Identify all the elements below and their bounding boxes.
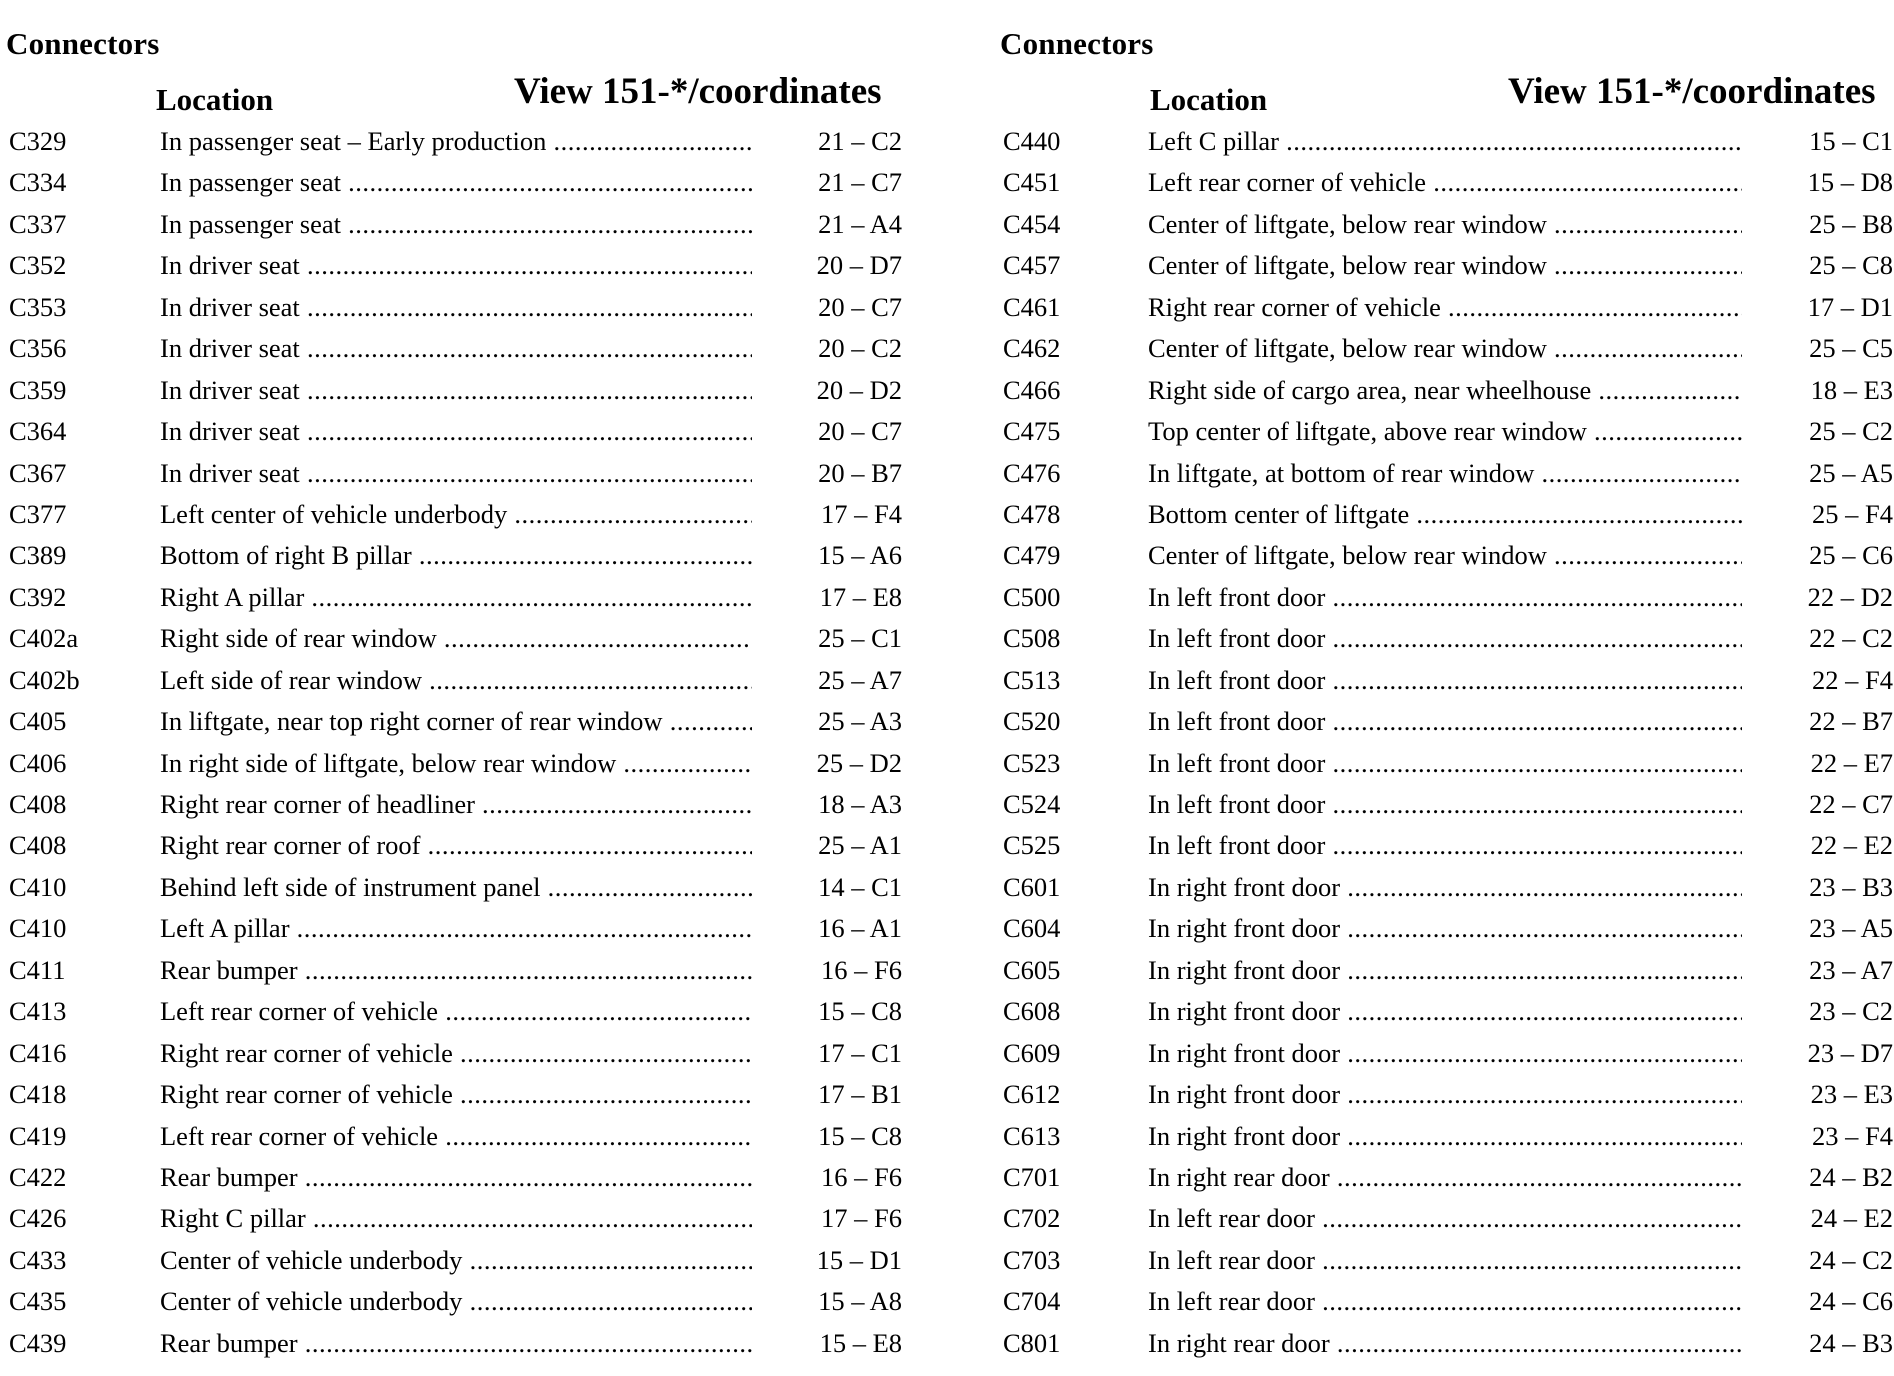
connector-code: C359 xyxy=(9,374,67,405)
connector-location: In right front door ..... xyxy=(1148,1033,1742,1074)
connector-view-coordinates: 17 – F4 xyxy=(821,498,902,529)
connector-row xyxy=(1000,535,1894,576)
connector-location: Rear bumper ..... xyxy=(160,950,752,991)
connector-code: C613 xyxy=(1003,1120,1061,1151)
connector-row xyxy=(1000,1323,1894,1364)
connector-row xyxy=(6,1281,906,1322)
connector-location: Center of vehicle underbody ..... xyxy=(160,1240,752,1281)
connector-list xyxy=(1000,121,1894,1364)
connector-view-coordinates: 22 – C7 xyxy=(1809,789,1893,819)
connector-code: C513 xyxy=(1003,664,1061,695)
connector-view-coordinates: 20 – D2 xyxy=(816,374,902,405)
connector-row xyxy=(6,991,906,1032)
connector-row xyxy=(1000,908,1894,949)
connector-row xyxy=(6,1074,906,1115)
connector-view-coordinates: 25 – C5 xyxy=(1809,333,1893,364)
connector-code: C801 xyxy=(1003,1327,1061,1358)
location-column-header: Location xyxy=(156,82,274,117)
connector-view-coordinates: 20 – C7 xyxy=(818,416,902,447)
connector-row xyxy=(6,1198,906,1239)
connector-view-coordinates: 17 – B1 xyxy=(818,1079,902,1110)
connector-location: In right side of liftgate, below rear window ..... xyxy=(160,743,752,784)
connector-code: C389 xyxy=(9,540,67,571)
connector-location: In left front door ..... xyxy=(1148,743,1742,784)
connector-location: Right rear corner of vehicle ..... xyxy=(160,1074,752,1115)
connector-location: Right rear corner of vehicle ..... xyxy=(160,1033,752,1074)
connector-location: In driver seat ..... xyxy=(160,245,752,286)
connector-view-coordinates: 15 – A8 xyxy=(818,1286,902,1317)
connector-view-coordinates: 24 – B2 xyxy=(1809,1161,1893,1192)
connector-code: C406 xyxy=(9,747,67,778)
connector-view-coordinates: 22 – D2 xyxy=(1807,581,1893,612)
connector-row xyxy=(1000,660,1894,701)
connector-view-coordinates: 16 – F6 xyxy=(821,1161,902,1192)
connector-row xyxy=(6,1033,906,1074)
connector-row xyxy=(6,701,906,742)
connector-code: C454 xyxy=(1003,208,1061,239)
connector-view-coordinates: 25 – C1 xyxy=(818,623,902,654)
connector-location: Right rear corner of headliner ..... xyxy=(160,784,752,825)
connector-row xyxy=(6,453,906,494)
connector-view-coordinates: 21 – C2 xyxy=(818,126,902,156)
connector-view-coordinates: 24 – E2 xyxy=(1810,1203,1893,1234)
connector-row xyxy=(1000,1116,1894,1157)
connector-location: Behind left side of instrument panel ..... xyxy=(160,867,752,908)
connector-code: C478 xyxy=(1003,498,1061,529)
connector-view-coordinates: 17 – D1 xyxy=(1807,291,1893,322)
connector-code: C525 xyxy=(1003,830,1061,861)
connector-location: In right front door ..... xyxy=(1148,1074,1742,1115)
connector-row xyxy=(6,660,906,701)
connector-row xyxy=(1000,825,1894,866)
connector-location: Rear bumper ..... xyxy=(160,1157,752,1198)
connector-view-coordinates: 21 – A4 xyxy=(818,208,902,239)
connector-location: Left rear corner of vehicle ..... xyxy=(160,1116,752,1157)
connector-row xyxy=(1000,245,1894,286)
connector-row xyxy=(1000,618,1894,659)
connector-location: In driver seat ..... xyxy=(160,287,752,328)
connector-row xyxy=(1000,950,1894,991)
connector-location: In left front door ..... xyxy=(1148,660,1742,701)
connector-code: C701 xyxy=(1003,1161,1061,1192)
connector-view-coordinates: 20 – C2 xyxy=(818,333,902,364)
connector-row xyxy=(1000,121,1894,162)
connector-row xyxy=(6,825,906,866)
connector-location: In passenger seat ..... xyxy=(160,204,752,245)
view-coordinates-column-header: View 151-*/coordinates xyxy=(514,71,882,112)
connector-view-coordinates: 23 – B3 xyxy=(1809,871,1893,902)
connector-location: In right front door ..... xyxy=(1148,867,1742,908)
connector-location: In passenger seat ..... xyxy=(160,162,752,203)
connector-row xyxy=(1000,784,1894,825)
connector-view-coordinates: 25 – A1 xyxy=(818,830,902,861)
connector-code: C402b xyxy=(9,664,80,695)
connector-code: C334 xyxy=(9,167,67,198)
connector-row xyxy=(1000,287,1894,328)
connector-location: Left center of vehicle underbody ..... xyxy=(160,494,752,535)
connector-location: Center of vehicle underbody ..... xyxy=(160,1281,752,1322)
connector-row xyxy=(6,287,906,328)
connector-location: In right front door ..... xyxy=(1148,991,1742,1032)
connector-view-coordinates: 17 – F6 xyxy=(821,1203,902,1234)
connector-code: C377 xyxy=(9,498,67,529)
connector-row xyxy=(1000,411,1894,452)
connector-view-coordinates: 16 – F6 xyxy=(821,954,902,985)
connector-row xyxy=(6,908,906,949)
connector-view-coordinates: 20 – C7 xyxy=(818,291,902,322)
connector-code: C367 xyxy=(9,457,67,488)
connector-view-coordinates: 23 – A7 xyxy=(1809,954,1893,985)
connector-location: In driver seat ..... xyxy=(160,453,752,494)
connector-code: C704 xyxy=(1003,1286,1061,1317)
connector-view-coordinates: 22 – F4 xyxy=(1812,664,1893,695)
connector-view-coordinates: 25 – C8 xyxy=(1809,250,1893,281)
connector-code: C435 xyxy=(9,1286,67,1317)
connector-code: C416 xyxy=(9,1037,67,1068)
connector-location: Right side of cargo area, near wheelhouse ..... xyxy=(1148,370,1742,411)
connector-code: C411 xyxy=(9,954,66,985)
connector-view-coordinates: 15 – C8 xyxy=(818,996,902,1027)
connector-location: Bottom of right B pillar ..... xyxy=(160,535,752,576)
connector-code: C337 xyxy=(9,208,67,239)
connector-view-coordinates: 24 – C6 xyxy=(1809,1286,1893,1317)
connector-view-coordinates: 25 – C2 xyxy=(1809,416,1893,447)
connector-code: C353 xyxy=(9,291,67,322)
connector-row xyxy=(6,204,906,245)
connector-location: In left front door ..... xyxy=(1148,825,1742,866)
connector-view-coordinates: 23 – C2 xyxy=(1809,996,1893,1027)
connector-row xyxy=(6,494,906,535)
connector-code: C475 xyxy=(1003,416,1061,447)
location-column-header: Location xyxy=(1150,82,1268,117)
connector-row xyxy=(1000,743,1894,784)
connector-code: C392 xyxy=(9,581,67,612)
connector-view-coordinates: 15 – D8 xyxy=(1807,167,1893,198)
connector-location: In left front door ..... xyxy=(1148,701,1742,742)
connector-location: In liftgate, near top right corner of rear window ..... xyxy=(160,701,752,742)
connector-code: C405 xyxy=(9,706,67,737)
connector-location: In right rear door ..... xyxy=(1148,1157,1742,1198)
connector-location: Right side of rear window ..... xyxy=(160,618,752,659)
connector-row xyxy=(6,535,906,576)
connector-code: C703 xyxy=(1003,1244,1061,1275)
connector-row xyxy=(6,1240,906,1281)
connector-code: C419 xyxy=(9,1120,67,1151)
connector-code: C433 xyxy=(9,1244,67,1275)
connector-view-coordinates: 25 – F4 xyxy=(1812,498,1893,529)
connector-view-coordinates: 22 – E7 xyxy=(1810,747,1893,778)
connector-location: In left rear door ..... xyxy=(1148,1240,1742,1281)
connector-row xyxy=(6,328,906,369)
connector-code: C440 xyxy=(1003,126,1061,156)
connector-row xyxy=(6,162,906,203)
connector-code: C609 xyxy=(1003,1037,1061,1068)
connector-view-coordinates: 17 – C1 xyxy=(818,1037,902,1068)
connector-view-coordinates: 25 – D2 xyxy=(816,747,902,778)
connector-code: C461 xyxy=(1003,291,1061,322)
connector-code: C500 xyxy=(1003,581,1061,612)
connector-view-coordinates: 21 – C7 xyxy=(818,167,902,198)
connector-location: Left C pillar ..... xyxy=(1148,121,1742,162)
connector-row xyxy=(1000,370,1894,411)
connector-location: In left front door ..... xyxy=(1148,784,1742,825)
connector-view-coordinates: 15 – E8 xyxy=(819,1327,902,1358)
connector-location: In right front door ..... xyxy=(1148,950,1742,991)
connector-location: Center of liftgate, below rear window ..... xyxy=(1148,535,1742,576)
connector-code: C408 xyxy=(9,789,67,819)
connector-code: C410 xyxy=(9,871,67,902)
connector-view-coordinates: 23 – E3 xyxy=(1810,1079,1893,1110)
connector-view-coordinates: 25 – B8 xyxy=(1809,208,1893,239)
connector-view-coordinates: 17 – E8 xyxy=(819,581,902,612)
connector-view-coordinates: 22 – C2 xyxy=(1809,623,1893,654)
connector-view-coordinates: 18 – A3 xyxy=(818,789,902,819)
connector-view-coordinates: 15 – A6 xyxy=(818,540,902,571)
connector-view-coordinates: 22 – E2 xyxy=(1810,830,1893,861)
connector-code: C451 xyxy=(1003,167,1061,198)
connector-code: C608 xyxy=(1003,996,1061,1027)
connector-code: C439 xyxy=(9,1327,67,1358)
connector-row xyxy=(6,867,906,908)
connector-location: In right front door ..... xyxy=(1148,908,1742,949)
connector-code: C523 xyxy=(1003,747,1061,778)
connector-row xyxy=(6,577,906,618)
connector-view-coordinates: 23 – A5 xyxy=(1809,913,1893,944)
connectors-column-left xyxy=(6,0,906,1376)
connector-row xyxy=(1000,453,1894,494)
connector-row xyxy=(6,743,906,784)
connector-location: Right rear corner of vehicle ..... xyxy=(1148,287,1742,328)
connector-location: Center of liftgate, below rear window ..... xyxy=(1148,204,1742,245)
connector-view-coordinates: 20 – D7 xyxy=(816,250,902,281)
connector-view-coordinates: 25 – C6 xyxy=(1809,540,1893,571)
connector-location: Center of liftgate, below rear window ..... xyxy=(1148,328,1742,369)
connector-code: C422 xyxy=(9,1161,67,1192)
connector-location: Left side of rear window ..... xyxy=(160,660,752,701)
connector-code: C479 xyxy=(1003,540,1061,571)
connector-location: In left rear door ..... xyxy=(1148,1198,1742,1239)
connector-row xyxy=(1000,1240,1894,1281)
connector-code: C702 xyxy=(1003,1203,1061,1234)
connector-list xyxy=(6,121,906,1364)
connector-view-coordinates: 24 – C2 xyxy=(1809,1244,1893,1275)
connector-location: Left rear corner of vehicle ..... xyxy=(160,991,752,1032)
connector-row xyxy=(1000,1198,1894,1239)
connector-code: C352 xyxy=(9,250,67,281)
connector-code: C329 xyxy=(9,126,67,156)
connector-row xyxy=(1000,1074,1894,1115)
connector-view-coordinates: 25 – A7 xyxy=(818,664,902,695)
connector-view-coordinates: 25 – A5 xyxy=(1809,457,1893,488)
connector-row xyxy=(1000,991,1894,1032)
connector-row xyxy=(1000,867,1894,908)
connector-location: In liftgate, at bottom of rear window ..... xyxy=(1148,453,1742,494)
connector-location: Right A pillar ..... xyxy=(160,577,752,618)
connector-row xyxy=(6,411,906,452)
connector-code: C520 xyxy=(1003,706,1061,737)
connector-location: In driver seat ..... xyxy=(160,370,752,411)
connector-location: In passenger seat – Early production ..... xyxy=(160,121,752,162)
connector-location: Top center of liftgate, above rear window ..... xyxy=(1148,411,1742,452)
section-title: Connectors xyxy=(6,26,160,61)
connector-code: C410 xyxy=(9,913,67,944)
connector-row xyxy=(6,950,906,991)
connector-row xyxy=(6,121,906,162)
connector-row xyxy=(6,1323,906,1364)
connector-view-coordinates: 16 – A1 xyxy=(818,913,902,944)
connector-location: Right rear corner of roof ..... xyxy=(160,825,752,866)
connector-row xyxy=(1000,701,1894,742)
connector-location: Right C pillar ..... xyxy=(160,1198,752,1239)
connector-code: C508 xyxy=(1003,623,1061,654)
connector-view-coordinates: 25 – A3 xyxy=(818,706,902,737)
section-title: Connectors xyxy=(1000,26,1154,61)
connector-location: In left rear door ..... xyxy=(1148,1281,1742,1322)
connector-view-coordinates: 14 – C1 xyxy=(818,871,902,902)
connector-row xyxy=(6,784,906,825)
connector-code: C356 xyxy=(9,333,67,364)
connector-view-coordinates: 23 – D7 xyxy=(1807,1037,1893,1068)
connector-view-coordinates: 15 – C8 xyxy=(818,1120,902,1151)
connector-location: Center of liftgate, below rear window ..... xyxy=(1148,245,1742,286)
connector-row xyxy=(1000,577,1894,618)
connector-code: C476 xyxy=(1003,457,1061,488)
connector-code: C408 xyxy=(9,830,67,861)
connector-view-coordinates: 15 – C1 xyxy=(1809,126,1893,156)
connector-code: C466 xyxy=(1003,374,1061,405)
connector-row xyxy=(1000,328,1894,369)
connector-row xyxy=(1000,1281,1894,1322)
connector-location: Left rear corner of vehicle ..... xyxy=(1148,162,1742,203)
connector-location: In left front door ..... xyxy=(1148,618,1742,659)
connector-code: C612 xyxy=(1003,1079,1061,1110)
connector-code: C402a xyxy=(9,623,79,654)
connector-location: Bottom center of liftgate ..... xyxy=(1148,494,1742,535)
connector-row xyxy=(6,1116,906,1157)
connector-code: C462 xyxy=(1003,333,1061,364)
connector-view-coordinates: 15 – D1 xyxy=(816,1244,902,1275)
connector-row xyxy=(6,370,906,411)
connector-location: Left A pillar ..... xyxy=(160,908,752,949)
view-coordinates-column-header: View 151-*/coordinates xyxy=(1508,71,1876,112)
connector-row xyxy=(6,618,906,659)
connector-row xyxy=(1000,494,1894,535)
connector-view-coordinates: 18 – E3 xyxy=(1810,374,1893,405)
connector-location: In right rear door ..... xyxy=(1148,1323,1742,1364)
connector-location: In left front door ..... xyxy=(1148,577,1742,618)
connector-code: C604 xyxy=(1003,913,1061,944)
connector-view-coordinates: 22 – B7 xyxy=(1809,706,1893,737)
connector-row xyxy=(1000,1033,1894,1074)
connectors-column-right xyxy=(1000,0,1894,1376)
connector-row xyxy=(6,1157,906,1198)
connector-view-coordinates: 24 – B3 xyxy=(1809,1327,1893,1358)
connector-location: In right front door ..... xyxy=(1148,1116,1742,1157)
connector-code: C457 xyxy=(1003,250,1061,281)
connector-row xyxy=(1000,204,1894,245)
connector-view-coordinates: 20 – B7 xyxy=(818,457,902,488)
connector-code: C605 xyxy=(1003,954,1061,985)
connector-view-coordinates: 23 – F4 xyxy=(1812,1120,1893,1151)
connector-code: C413 xyxy=(9,996,67,1027)
connector-location: In driver seat ..... xyxy=(160,328,752,369)
connector-code: C418 xyxy=(9,1079,67,1110)
connector-row xyxy=(1000,162,1894,203)
connector-code: C426 xyxy=(9,1203,67,1234)
connector-code: C524 xyxy=(1003,789,1061,819)
connector-code: C601 xyxy=(1003,871,1061,902)
connector-location: Rear bumper ..... xyxy=(160,1323,752,1364)
connector-code: C364 xyxy=(9,416,67,447)
connector-row xyxy=(1000,1157,1894,1198)
connector-row xyxy=(6,245,906,286)
connector-location: In driver seat ..... xyxy=(160,411,752,452)
